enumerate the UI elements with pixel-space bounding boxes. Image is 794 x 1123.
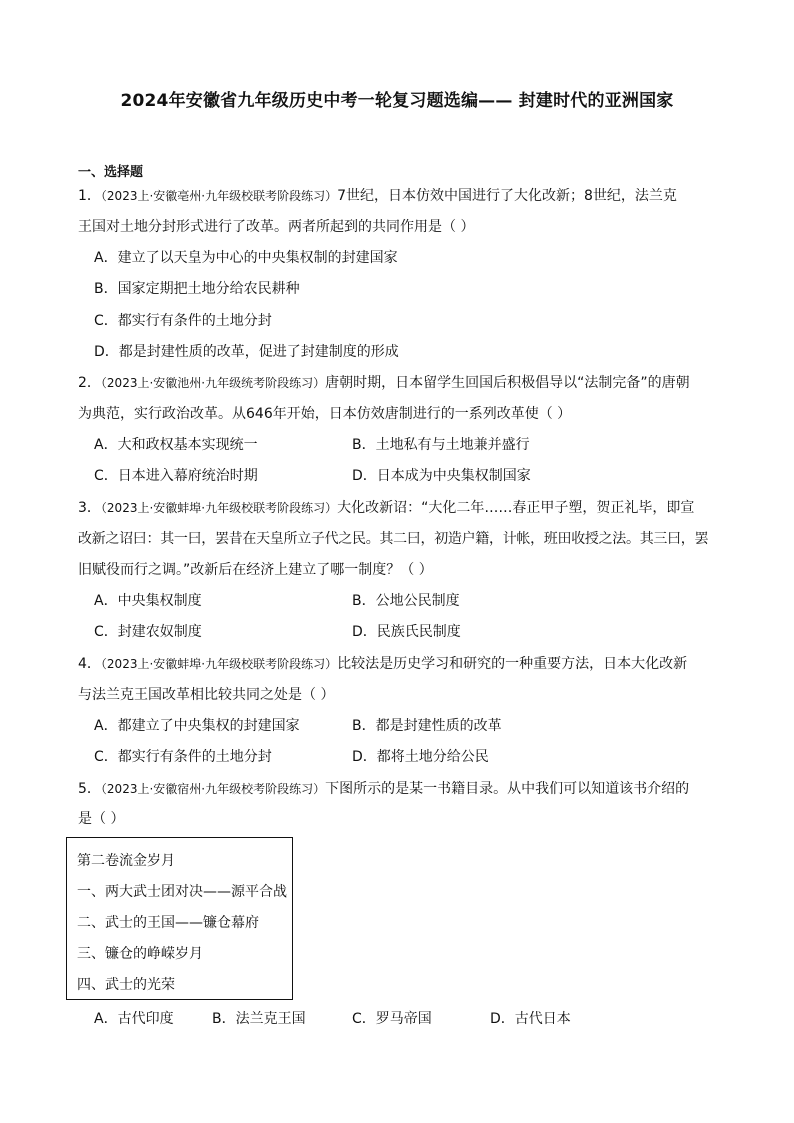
question-3-stem-line-3: 旧赋役而行之调。”改新后在经济上建立了哪一制度？（ ） — [78, 562, 433, 578]
contents-line: 一、两大武士团对决——源平合战 — [77, 884, 287, 900]
question-text: 唐朝时期，日本留学生回国后积极倡导以“法制完备”的唐朝 — [325, 375, 690, 391]
question-source: （2023上·安徽宿州·九年级校考阶段练习） — [100, 782, 326, 796]
q1-option-c[interactable]: C．都实行有条件的土地分封 — [94, 313, 272, 329]
question-3-stem-line-2: 改新之诏曰：其一曰，罢昔在天皇所立子代之民。其二曰，初造户籍，计帐，班田收授之法。其三曰，罢 — [78, 531, 709, 547]
question-2-stem-line-1: 2．（2023上·安徽池州·九年级统考阶段练习）唐朝时期，日本留学生回国后积极倡导以“法制完备”的唐朝 — [78, 375, 690, 391]
question-number: 4 — [78, 656, 87, 672]
q2-option-c[interactable]: C．日本进入幕府统治时期 — [94, 468, 258, 484]
q5-option-a[interactable]: A．古代印度 — [94, 1011, 174, 1027]
question-1-stem-line-1: 1．（2023上·安徽亳州·九年级校联考阶段练习）7世纪，日本仿效中国进行了大化改新；8世纪，法兰克 — [78, 188, 677, 204]
document-title: 2024年安徽省九年级历史中考一轮复习题选编—— 封建时代的亚洲国家 — [120, 91, 674, 111]
question-1-stem-line-2: 王国对土地分封形式进行了改革。两者所起到的共同作用是（ ） — [78, 219, 475, 235]
contents-line: 四、武士的光荣 — [77, 977, 175, 993]
q3-option-b[interactable]: B．公地公民制度 — [352, 593, 460, 609]
q1-option-b[interactable]: B．国家定期把土地分给农民耕种 — [94, 281, 300, 297]
question-text: 7世纪，日本仿效中国进行了大化改新；8世纪，法兰克 — [337, 188, 677, 204]
question-source: （2023上·安徽蚌埠·九年级校联考阶段练习） — [100, 501, 338, 515]
question-text: 大化改新诏：“大化二年……春正甲子塑，贺正礼毕，即宣 — [337, 500, 695, 516]
q2-option-a[interactable]: A．大和政权基本实现统一 — [94, 437, 258, 453]
q1-option-a[interactable]: A．建立了以天皇为中心的中央集权制的封建国家 — [94, 250, 398, 266]
contents-line: 第二卷流金岁月 — [77, 853, 175, 869]
book-contents-box — [66, 837, 293, 1000]
contents-line: 三、镰仓的峥嵘岁月 — [77, 946, 203, 962]
q5-option-d[interactable]: D．古代日本 — [490, 1011, 571, 1027]
question-5-stem-line-1: 5．（2023上·安徽宿州·九年级校考阶段练习）下图所示的是某一书籍目录。从中我们可以知道该书介绍的 — [78, 781, 690, 797]
question-2-stem-line-2: 为典范，实行政治改革。从646年开始，日本仿效唐制进行的一系列改革使（ ） — [78, 406, 572, 422]
contents-line: 二、武士的王国——镰仓幕府 — [77, 915, 259, 931]
question-3-stem-line-1: 3．（2023上·安徽蚌埠·九年级校联考阶段练习）大化改新诏：“大化二年……春正甲子塑，贺正礼毕，即宣 — [78, 500, 695, 516]
question-source: （2023上·安徽蚌埠·九年级校联考阶段练习） — [100, 657, 338, 671]
question-5-stem-line-2: 是（ ） — [78, 811, 125, 827]
q3-option-d[interactable]: D．民族氏民制度 — [352, 624, 461, 640]
question-text: 下图所示的是某一书籍目录。从中我们可以知道该书介绍的 — [325, 781, 690, 797]
question-number: 3 — [78, 500, 87, 516]
q4-option-b[interactable]: B．都是封建性质的改革 — [352, 718, 502, 734]
question-number: 1 — [78, 188, 87, 204]
q2-option-d[interactable]: D．日本成为中央集权制国家 — [352, 468, 531, 484]
q4-option-a[interactable]: A．都建立了中央集权的封建国家 — [94, 718, 300, 734]
question-source: （2023上·安徽池州·九年级统考阶段练习） — [100, 376, 326, 390]
q5-option-c[interactable]: C．罗马帝国 — [352, 1011, 432, 1027]
q4-option-d[interactable]: D．都将土地分给公民 — [352, 749, 489, 765]
q3-option-a[interactable]: A．中央集权制度 — [94, 593, 202, 609]
question-number: 5 — [78, 781, 87, 797]
section-heading: 一、选择题 — [78, 165, 144, 180]
question-number: 2 — [78, 375, 87, 391]
q2-option-b[interactable]: B．土地私有与土地兼并盛行 — [352, 437, 530, 453]
question-source: （2023上·安徽亳州·九年级校联考阶段练习） — [100, 189, 338, 203]
q4-option-c[interactable]: C．都实行有条件的土地分封 — [94, 749, 272, 765]
question-4-stem-line-2: 与法兰克王国改革相比较共同之处是（ ） — [78, 687, 335, 703]
q5-option-b[interactable]: B．法兰克王国 — [212, 1011, 306, 1027]
q3-option-c[interactable]: C．封建农奴制度 — [94, 624, 202, 640]
question-4-stem-line-1: 4．（2023上·安徽蚌埠·九年级校联考阶段练习）比较法是历史学习和研究的一种重要方法，日本大化改新 — [78, 656, 688, 672]
q1-option-d[interactable]: D．都是封建性质的改革，促进了封建制度的形成 — [94, 344, 399, 360]
question-text: 比较法是历史学习和研究的一种重要方法，日本大化改新 — [337, 656, 688, 672]
